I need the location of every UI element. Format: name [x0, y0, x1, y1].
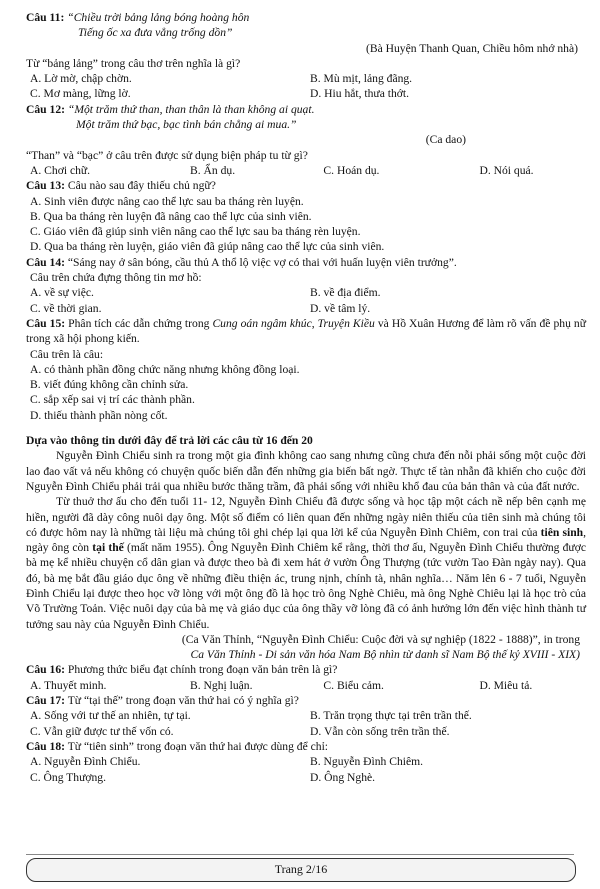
- q11-source: (Bà Huyện Thanh Quan, Chiều hôm nhớ nhà): [366, 41, 578, 55]
- p2-term-tai-the: tại thế: [92, 541, 124, 555]
- q15-sub: Câu trên là câu:: [30, 347, 104, 361]
- p2-part-e: (mất năm 1955). Ông Nguyễn Đình Chiêm kể rằng, thời thơ ấu, Nguyễn Đình Chiểu thường được bà mẹ kể nhiều chuyện cổ dân gian và được theo bà đi xem hát ở vườn Ông Thượng (tức vườn Tao Đàn ngày nay). Qua đó, bà mẹ bắt đầu giáo dục ông về những điều thiện ác, trung nịnh, chính tà, nhân nghĩa… Năm lên 6 - 7 tuổi, Nguyễn Đình Chiểu lại được theo học vỡ lòng với một ông đồ là học trò ông Nghè Chiêu, mà ông Nghè Chiêu lại là học trò của Võ Trường Toản. Việc nuôi dạy của bà mẹ và giáo dục của ông thầy vỡ lòng đã có ảnh hưởng lớn đến việc hình thành tư tưởng sau này của Nguyễn Đình Chiểu.: [26, 541, 586, 631]
- passage-paragraph-1: Nguyễn Đình Chiểu sinh ra trong một gia đình không cao sang nhưng cũng chưa đến nỗi phải sống một cuộc đời lao đao vất vả nếu không có chuyện quốc biến dẫn đến những gia biến bất ngờ. Thực tế tàn nhẫn đã khiến cho cuộc đời Nguyễn Đình Chiểu phải trải qua nhiều bước thăng trầm, đã phải sống với nhiều khổ đau của bản thân và của đất nước.: [26, 449, 586, 493]
- passage-heading: Dựa vào thông tin dưới đây để trả lời các câu từ 16 đến 20: [26, 434, 313, 448]
- footer-divider: [26, 854, 574, 855]
- p2-term-tien-sinh: tiên sinh: [540, 525, 584, 539]
- q11-option-d[interactable]: D. Hiu hắt, thưa thớt.: [310, 87, 410, 101]
- q16-option-b[interactable]: B. Nghị luận.: [190, 678, 253, 692]
- q18-option-c[interactable]: C. Ông Thượng.: [30, 770, 106, 784]
- q12-option-a[interactable]: A. Chơi chữ.: [30, 163, 91, 177]
- q18-option-b[interactable]: B. Nguyễn Đình Chiêm.: [310, 755, 424, 769]
- q13-label: Câu 13:: [26, 179, 65, 193]
- q11-poem-line1: “Chiều trời bảng lảng bóng hoàng hôn: [67, 11, 250, 24]
- q14-option-b[interactable]: B. về địa điểm.: [310, 286, 381, 300]
- q13-question: Câu nào sau đây thiếu chủ ngữ?: [67, 179, 216, 193]
- q13-option-b[interactable]: B. Qua ba tháng rèn luyện đã nâng cao thể lực của sinh viên.: [30, 209, 312, 223]
- question-16: [26, 662, 586, 693]
- q17-question: Từ “tại thế” trong đoạn văn thứ hai có ý nghĩa gì?: [67, 694, 299, 708]
- q16-question: Phương thức biểu đạt chính trong đoạn văn bản trên là gì?: [67, 663, 338, 677]
- q11-option-b[interactable]: B. Mù mịt, lảng đãng.: [310, 72, 413, 86]
- q12-source: (Ca dao): [425, 133, 466, 147]
- q16-option-c[interactable]: C. Biểu cảm.: [323, 678, 384, 692]
- question-17: [26, 693, 586, 739]
- q12-question: “Than” và “bạc” ở câu trên được sử dụng biện pháp tu từ gì?: [26, 148, 308, 162]
- q14-option-a[interactable]: A. về sự việc.: [30, 286, 94, 300]
- q14-label: Câu 14:: [26, 255, 65, 269]
- q16-option-a[interactable]: A. Thuyết minh.: [30, 678, 107, 692]
- q15-question-post: và Hồ Xuân Hương để làm rõ vấn đề phụ nữ trong xã hội phong kiến.: [26, 316, 586, 346]
- q15-option-b[interactable]: B. viết đúng không cần chỉnh sửa.: [30, 378, 189, 392]
- q11-poem-line2: Tiếng ốc xa đưa vẳng trống dồn”: [78, 26, 233, 40]
- q16-option-d[interactable]: D. Miêu tả.: [479, 678, 533, 692]
- q17-option-c[interactable]: C. Vẫn giữ được tư thế vốn có.: [30, 724, 174, 738]
- q15-option-d[interactable]: D. thiếu thành phần nòng cốt.: [30, 408, 168, 422]
- q13-option-d[interactable]: D. Qua ba tháng rèn luyện, giáo viên đã giúp nâng cao thể lực của sinh viên.: [30, 240, 385, 254]
- p2-part-a: Từ thuở thơ ấu cho đến tuổi 11- 12, Nguyễn Đình Chiểu đã được sống và học tập một cách nề nếp bên cạnh mẹ hiền, người đã dày công nuôi dạy ông. Một số điểm có liên quan đến những ngày niên thiếu của tiên sinh mà chúng tôi có được hôm nay là những tài liệu mà chúng tôi ghi chép lại qua lời kể của Nguyễn Đình Chiêm, con trai của: [26, 495, 586, 539]
- q11-label: Câu 11:: [26, 11, 65, 24]
- q11-question: Từ “bảng lảng” trong câu thơ trên nghĩa là gì?: [26, 56, 241, 70]
- passage-paragraph-2: [26, 494, 586, 632]
- q13-option-a[interactable]: A. Sinh viên được nâng cao thể lực sau ba tháng rèn luyện.: [30, 194, 304, 208]
- question-11: [26, 10, 586, 102]
- q12-option-c[interactable]: C. Hoán dụ.: [323, 163, 380, 177]
- q15-label: Câu 15:: [26, 316, 66, 330]
- p2-part-c: , ngày ông còn: [26, 525, 587, 555]
- reading-passage: [26, 433, 586, 662]
- q12-poem-line2: Một trăm thứ bạc, bạc tình bán chẳng ai mua.”: [76, 118, 297, 132]
- q18-question: Từ “tiên sinh” trong đoạn văn thứ hai được dùng để chỉ:: [67, 739, 329, 753]
- q12-label: Câu 12:: [26, 102, 65, 116]
- passage-citation-1: (Ca Văn Thỉnh, “Nguyễn Đình Chiểu: Cuộc đời và sự nghiệp (1822 - 1888)”, in trong: [181, 632, 580, 646]
- q18-option-a[interactable]: A. Nguyễn Đình Chiểu.: [30, 755, 141, 769]
- q17-label: Câu 17:: [26, 694, 65, 708]
- q13-option-c[interactable]: C. Giáo viên đã giúp sinh viên nâng cao thể lực sau ba tháng rèn luyện.: [30, 225, 361, 239]
- page-number-footer: [26, 858, 576, 882]
- q16-label: Câu 16:: [26, 663, 65, 677]
- q14-question: “Sáng nay ở sân bóng, cầu thủ A thổ lộ việc vợ có thai với huấn luyện viên trưởng”.: [67, 255, 457, 269]
- q17-option-a[interactable]: A. Sống với tư thế an nhiên, tự tại.: [30, 709, 191, 723]
- page-number: Trang 2/16: [274, 862, 328, 877]
- question-12: [26, 102, 586, 178]
- passage-citation-2: Ca Văn Thỉnh - Di sản văn hóa Nam Bộ nhìn từ danh sĩ Nam Bộ thế kỷ XVIII - XIX): [190, 648, 580, 662]
- q15-sep: ,: [311, 316, 318, 330]
- question-15: [26, 316, 586, 423]
- q15-work1: Cung oán ngâm khúc: [212, 316, 312, 330]
- q17-option-b[interactable]: B. Trăn trọng thực tại trên trần thế.: [310, 709, 472, 723]
- q15-option-c[interactable]: C. sắp xếp sai vị trí các thành phần.: [30, 393, 195, 407]
- q18-option-d[interactable]: D. Ông Nghè.: [310, 770, 376, 784]
- question-13: [26, 178, 586, 254]
- q14-sub: Câu trên chứa đựng thông tin mơ hồ:: [30, 271, 202, 285]
- q12-option-b[interactable]: B. Ẩn dụ.: [190, 163, 236, 177]
- q12-poem-line1: “Một trăm thứ than, than thân là than không ai quạt.: [67, 102, 315, 116]
- question-14: [26, 255, 586, 316]
- q14-option-c[interactable]: C. về thời gian.: [30, 301, 102, 315]
- q14-option-d[interactable]: D. về tâm lý.: [310, 301, 371, 315]
- q15-question-pre: Phân tích các dẫn chứng trong: [68, 316, 213, 330]
- q11-option-a[interactable]: A. Lờ mờ, chập chờn.: [30, 72, 132, 86]
- q18-label: Câu 18:: [26, 739, 65, 753]
- q17-option-d[interactable]: D. Vẫn còn sống trên trần thế.: [310, 724, 450, 738]
- q15-work2: Truyện Kiều: [317, 316, 375, 330]
- exam-page: [26, 10, 586, 785]
- question-18: [26, 739, 586, 785]
- q12-option-d[interactable]: D. Nói quá.: [479, 163, 534, 177]
- q11-option-c[interactable]: C. Mơ màng, lững lờ.: [30, 87, 131, 101]
- q15-option-a[interactable]: A. có thành phần đồng chức năng nhưng không đồng loại.: [30, 362, 300, 376]
